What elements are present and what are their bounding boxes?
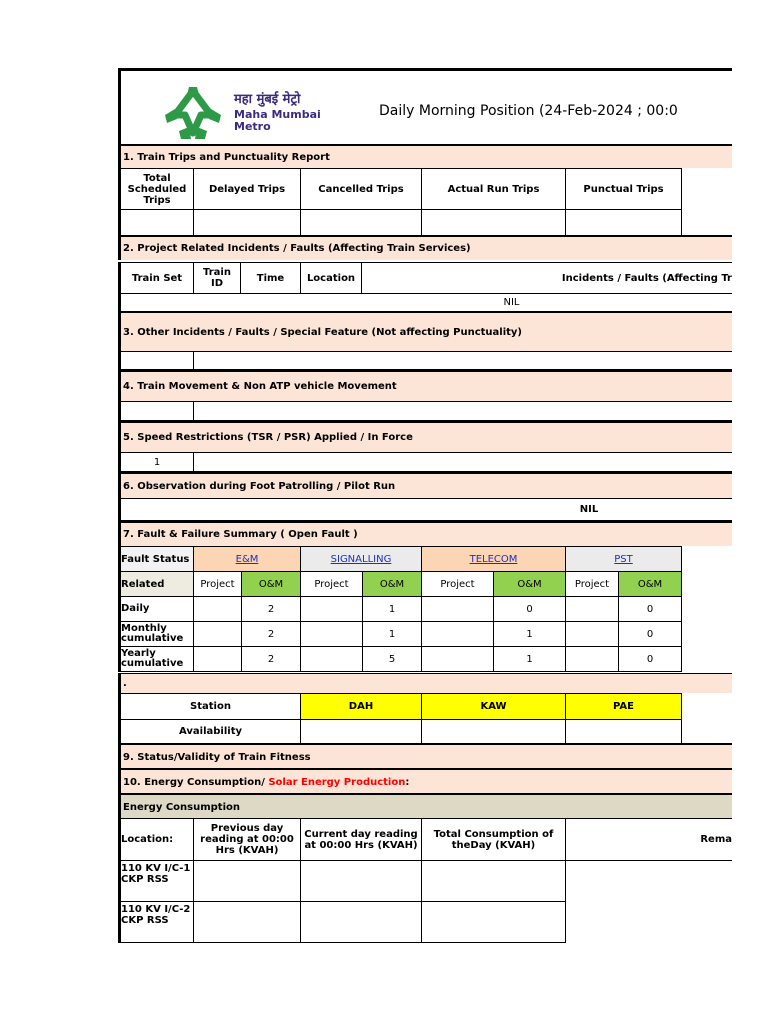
logo-english-line1: Maha Mumbai — [234, 108, 321, 121]
fault-count-cell — [300, 596, 363, 622]
s1-header-punctual: Punctual Trips — [565, 168, 682, 210]
energy-cell — [421, 860, 566, 902]
section-6-row — [118, 498, 732, 521]
section-10-title-suffix: : — [405, 776, 410, 788]
station-pae: PAE — [565, 693, 682, 720]
section-4-title: 4. Train Movement & Non ATP vehicle Movement — [118, 370, 732, 401]
section-1-table — [118, 168, 732, 238]
energy-row-label: 110 KV I/C-2 CKP RSS — [118, 901, 194, 943]
energy-cell — [193, 901, 301, 943]
fault-count-cell — [565, 646, 619, 672]
fault-status-label: Fault Status — [118, 546, 194, 572]
sub-om: O&M — [362, 571, 422, 597]
energy-cell — [300, 860, 422, 902]
availability-cell — [421, 719, 566, 744]
fault-count-cell: 2 — [241, 596, 301, 622]
report-sheet — [118, 68, 732, 948]
s2-header-location: Location — [300, 262, 362, 294]
energy-header-total: Total Consumption of theDay (KVAH) — [421, 818, 566, 861]
fault-count-cell: 0 — [618, 646, 682, 672]
s4-cell — [118, 401, 194, 421]
section-2-title: 2. Project Related Incidents / Faults (Affecting Train Services) — [118, 235, 732, 260]
energy-cell — [300, 901, 422, 943]
fault-count-cell — [565, 596, 619, 622]
station-table — [118, 693, 732, 745]
s1-cell — [118, 209, 194, 236]
s1-cell — [300, 209, 422, 236]
fault-count-cell — [193, 621, 242, 647]
fault-count-cell: 1 — [362, 596, 422, 622]
section-5-row — [118, 452, 732, 472]
fault-count-cell: 1 — [362, 621, 422, 647]
group-signalling[interactable] — [300, 546, 422, 572]
fault-count-cell — [193, 596, 242, 622]
energy-table — [118, 818, 732, 948]
energy-header-previous: Previous day reading at 00:00 Hrs (KVAH) — [193, 818, 301, 861]
report-header — [118, 68, 732, 145]
s1-header-delayed: Delayed Trips — [193, 168, 301, 210]
s1-header-actual: Actual Run Trips — [421, 168, 566, 210]
section-4-row — [118, 401, 732, 421]
s3-cell — [118, 351, 194, 370]
s5-cell — [193, 452, 732, 472]
section-6-title: 6. Observation during Foot Patrolling / Pilot Run — [118, 472, 732, 498]
availability-cell — [300, 719, 422, 744]
energy-header-current: Current day reading at 00:00 Hrs (KVAH) — [300, 818, 422, 861]
station-dah: DAH — [300, 693, 422, 720]
fault-count-cell — [421, 596, 494, 622]
s1-header-total: Total Scheduled Trips — [118, 168, 194, 210]
fault-count-cell: 1 — [493, 646, 566, 672]
section-2-table — [118, 260, 732, 312]
section-1-title: 1. Train Trips and Punctuality Report — [118, 144, 732, 168]
fault-count-cell — [300, 646, 363, 672]
section-8-title: . — [118, 673, 732, 693]
logo-hindi-text: महा मुंबई मेट्रो — [234, 92, 301, 107]
section-5-title: 5. Speed Restrictions (TSR / PSR) Applied / In Force — [118, 421, 732, 452]
energy-cell — [421, 901, 566, 943]
s2-header-train-id: Train ID — [193, 262, 241, 294]
group-pst-link[interactable]: PST — [614, 553, 633, 565]
fault-count-cell — [193, 646, 242, 672]
maha-mumbai-metro-logo-icon — [161, 85, 225, 141]
fault-row-label: Daily — [118, 596, 194, 622]
s6-value: NIL — [118, 498, 732, 521]
fault-count-cell: 0 — [618, 596, 682, 622]
s2-header-incidents: Incidents / Faults (Affecting Tr — [361, 262, 732, 294]
s4-cell — [193, 401, 732, 421]
sub-project: Project — [421, 571, 494, 597]
fault-count-cell: 0 — [493, 596, 566, 622]
fault-count-cell — [421, 646, 494, 672]
s1-cell — [193, 209, 301, 236]
s5-value: 1 — [118, 452, 194, 472]
sub-om: O&M — [241, 571, 301, 597]
group-signalling-link[interactable]: SIGNALLING — [330, 553, 392, 565]
fault-row-label: Monthly cumulative — [118, 621, 194, 647]
section-10-title-solar: Solar Energy Production — [268, 776, 406, 788]
section-10-title-prefix: 10. Energy Consumption/ — [123, 776, 269, 788]
fault-count-cell — [300, 621, 363, 647]
energy-subheader: Energy Consumption — [118, 793, 732, 819]
station-label: Station — [118, 693, 301, 720]
s2-header-train-set: Train Set — [118, 262, 194, 294]
availability-label: Availability — [118, 719, 301, 744]
fault-count-cell: 0 — [618, 621, 682, 647]
section-10-title — [118, 768, 732, 794]
group-telecom[interactable] — [421, 546, 566, 572]
fault-row-label: Yearly cumulative — [118, 646, 194, 672]
sub-project: Project — [193, 571, 242, 597]
section-9-title: 9. Status/Validity of Train Fitness — [118, 743, 732, 769]
fault-count-cell — [421, 621, 494, 647]
energy-header-remarks: Rema — [565, 818, 732, 861]
sub-om: O&M — [618, 571, 682, 597]
section-7-title: 7. Fault & Failure Summary ( Open Fault ) — [118, 521, 732, 546]
station-kaw: KAW — [421, 693, 566, 720]
sub-om: O&M — [493, 571, 566, 597]
s3-cell — [193, 351, 732, 370]
fault-summary-table — [118, 546, 732, 674]
related-label: Related — [118, 571, 194, 597]
fault-count-cell: 5 — [362, 646, 422, 672]
sub-project: Project — [300, 571, 363, 597]
fault-count-cell: 1 — [493, 621, 566, 647]
logo-english-line2: Metro — [234, 120, 271, 133]
s2-header-time: Time — [240, 262, 301, 294]
energy-row-label: 110 KV I/C-1 CKP RSS — [118, 860, 194, 902]
s1-header-cancelled: Cancelled Trips — [300, 168, 422, 210]
section-3-title: 3. Other Incidents / Faults / Special Feature (Not affecting Punctuality) — [118, 311, 732, 351]
s1-cell — [565, 209, 682, 236]
s1-cell — [421, 209, 566, 236]
report-title: Daily Morning Position (24-Feb-2024 ; 00:0 — [379, 103, 678, 119]
group-pst[interactable] — [565, 546, 682, 572]
fault-count-cell — [565, 621, 619, 647]
group-telecom-link[interactable]: TELECOM — [469, 553, 518, 565]
group-em[interactable] — [193, 546, 301, 572]
energy-header-location: Location: — [118, 818, 194, 861]
sub-project: Project — [565, 571, 619, 597]
fault-count-cell: 2 — [241, 621, 301, 647]
group-em-link[interactable]: E&M — [235, 553, 259, 565]
fault-count-cell: 2 — [241, 646, 301, 672]
section-3-row — [118, 351, 732, 370]
energy-cell — [193, 860, 301, 902]
availability-cell — [565, 719, 682, 744]
s2-value: NIL — [118, 293, 732, 312]
